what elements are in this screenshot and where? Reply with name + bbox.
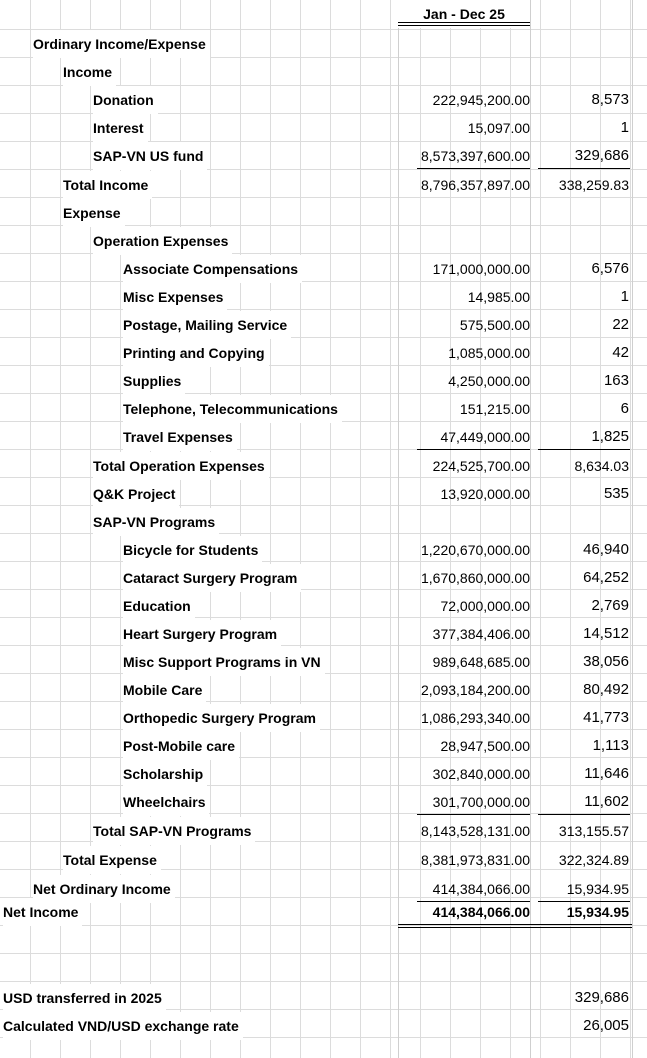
table-row — [0, 142, 647, 170]
usd-amount: 15,934.95 — [566, 881, 629, 897]
subtotal-underline — [417, 814, 530, 815]
summary-label: Calculated VND/USD exchange rate — [3, 1012, 243, 1040]
usd-amount: 1 — [620, 288, 629, 305]
table-row — [0, 648, 647, 676]
row-label: Income — [63, 58, 116, 86]
row-label: SAP-VN US fund — [93, 142, 207, 170]
subtotal-underline — [417, 449, 530, 450]
table-row — [0, 339, 647, 367]
table-row — [0, 898, 647, 926]
table-row — [0, 760, 647, 788]
table-row — [0, 423, 647, 451]
usd-amount: 535 — [603, 485, 629, 502]
row-label: Net Ordinary Income — [33, 875, 175, 903]
row-label: Travel Expenses — [123, 423, 237, 451]
row-label: Associate Compensations — [123, 255, 302, 283]
vnd-amount: 15,097.00 — [467, 120, 530, 136]
vnd-amount: 414,384,066.00 — [432, 881, 530, 897]
summary-label: USD transferred in 2025 — [3, 984, 166, 1012]
table-row — [0, 620, 647, 648]
usd-amount: 46,940 — [583, 541, 629, 558]
row-label: Operation Expenses — [93, 227, 232, 255]
usd-amount: 338,259.83 — [558, 177, 629, 193]
vnd-amount: 8,143,528,131.00 — [421, 823, 530, 839]
usd-amount: 14,512 — [583, 625, 629, 642]
row-label: Expense — [63, 199, 125, 227]
row-label: Misc Expenses — [123, 283, 227, 311]
vnd-amount: 222,945,200.00 — [432, 92, 530, 108]
table-row — [0, 536, 647, 564]
subtotal-underline — [417, 168, 530, 169]
usd-amount: 1,113 — [592, 737, 629, 754]
table-row — [0, 227, 647, 255]
table-row — [0, 367, 647, 395]
table-row — [0, 592, 647, 620]
usd-amount: 163 — [603, 372, 629, 389]
row-label: Telephone, Telecommunications — [123, 395, 342, 423]
table-row — [0, 676, 647, 704]
vnd-amount: 151,215.00 — [459, 401, 530, 417]
vnd-amount: 2,093,184,200.00 — [421, 682, 530, 698]
row-label: SAP-VN Programs — [93, 508, 219, 536]
vnd-amount: 989,648,685.00 — [432, 654, 530, 670]
header-underline — [398, 22, 530, 26]
row-label: Bicycle for Students — [123, 536, 262, 564]
row-label: Wheelchairs — [123, 788, 209, 816]
usd-amount: 6,576 — [591, 260, 629, 277]
table-row — [0, 788, 647, 816]
row-label: Total Income — [63, 171, 152, 199]
usd-amount: 11,646 — [584, 765, 629, 782]
table-row — [0, 58, 647, 86]
usd-amount: 80,492 — [583, 681, 629, 698]
total-double-underline — [398, 924, 530, 928]
row-label: Net Income — [3, 898, 82, 926]
vnd-amount: 8,573,397,600.00 — [421, 148, 530, 164]
usd-amount: 15,934.95 — [566, 904, 629, 920]
total-double-underline — [530, 924, 632, 928]
summary-value: 329,686 — [574, 989, 629, 1006]
table-row — [0, 395, 647, 423]
row-label: Total Expense — [63, 846, 161, 874]
row-label: Ordinary Income/Expense — [33, 30, 210, 58]
row-label: Scholarship — [123, 760, 207, 788]
row-label: Education — [123, 592, 195, 620]
vnd-amount: 8,381,973,831.00 — [421, 852, 530, 868]
vnd-amount: 1,086,293,340.00 — [421, 710, 530, 726]
vnd-amount: 4,250,000.00 — [448, 373, 530, 389]
row-label: Post-Mobile care — [123, 732, 239, 760]
usd-amount: 6 — [620, 400, 629, 417]
usd-amount: 41,773 — [583, 709, 629, 726]
vnd-amount: 14,985.00 — [467, 289, 530, 305]
usd-amount: 322,324.89 — [558, 852, 629, 868]
row-label: Total SAP-VN Programs — [93, 817, 255, 845]
usd-amount: 8,634.03 — [574, 458, 629, 474]
table-row — [0, 846, 647, 874]
table-row — [0, 114, 647, 142]
vnd-amount: 47,449,000.00 — [440, 429, 530, 445]
vnd-amount: 224,525,700.00 — [432, 458, 530, 474]
vnd-amount: 8,796,357,897.00 — [421, 177, 530, 193]
vnd-amount: 302,840,000.00 — [432, 766, 530, 782]
row-label: Orthopedic Surgery Program — [123, 704, 320, 732]
vnd-amount: 1,085,000.00 — [448, 345, 530, 361]
row-label: Misc Support Programs in VN — [123, 648, 325, 676]
row-label: Total Operation Expenses — [93, 452, 269, 480]
vnd-amount: 13,920,000.00 — [440, 486, 530, 502]
summary-row — [0, 1012, 647, 1040]
table-row — [0, 704, 647, 732]
vnd-amount: 414,384,066.00 — [432, 904, 530, 920]
row-label: Q&K Project — [93, 480, 179, 508]
vnd-amount: 72,000,000.00 — [440, 598, 530, 614]
subtotal-underline — [538, 814, 630, 815]
table-row — [0, 171, 647, 199]
usd-amount: 2,769 — [591, 597, 629, 614]
vnd-amount: 1,670,860,000.00 — [421, 570, 530, 586]
row-label: Postage, Mailing Service — [123, 311, 291, 339]
row-label: Heart Surgery Program — [123, 620, 281, 648]
table-row — [0, 508, 647, 536]
row-label: Supplies — [123, 367, 185, 395]
table-row — [0, 817, 647, 845]
table-row — [0, 311, 647, 339]
table-row — [0, 480, 647, 508]
row-label: Interest — [93, 114, 148, 142]
vnd-amount: 301,700,000.00 — [432, 794, 530, 810]
row-label: Cataract Surgery Program — [123, 564, 301, 592]
usd-amount: 1,825 — [591, 428, 629, 445]
row-label: Printing and Copying — [123, 339, 269, 367]
table-row — [0, 564, 647, 592]
row-label: Mobile Care — [123, 676, 206, 704]
table-row — [0, 732, 647, 760]
period-column-header: Jan - Dec 25 — [398, 0, 530, 28]
vnd-amount: 1,220,670,000.00 — [421, 542, 530, 558]
vnd-amount: 377,384,406.00 — [432, 626, 530, 642]
vnd-amount: 171,000,000.00 — [432, 261, 530, 277]
usd-amount: 11,602 — [584, 793, 629, 810]
summary-value: 26,005 — [583, 1017, 629, 1034]
subtotal-underline — [538, 168, 630, 169]
row-label: Donation — [93, 86, 158, 114]
table-row — [0, 283, 647, 311]
usd-amount: 42 — [612, 344, 629, 361]
subtotal-underline — [538, 449, 630, 450]
usd-amount: 8,573 — [591, 91, 629, 108]
table-row — [0, 86, 647, 114]
table-row — [0, 30, 647, 58]
usd-amount: 313,155.57 — [558, 823, 629, 839]
usd-amount: 1 — [620, 119, 629, 136]
vnd-amount: 575,500.00 — [459, 317, 530, 333]
usd-amount: 22 — [612, 316, 629, 333]
table-row — [0, 199, 647, 227]
table-row — [0, 255, 647, 283]
usd-amount: 64,252 — [583, 569, 629, 586]
summary-row — [0, 984, 647, 1012]
vnd-amount: 28,947,500.00 — [440, 738, 530, 754]
table-row — [0, 452, 647, 480]
usd-amount: 329,686 — [574, 147, 629, 164]
usd-amount: 38,056 — [583, 653, 629, 670]
